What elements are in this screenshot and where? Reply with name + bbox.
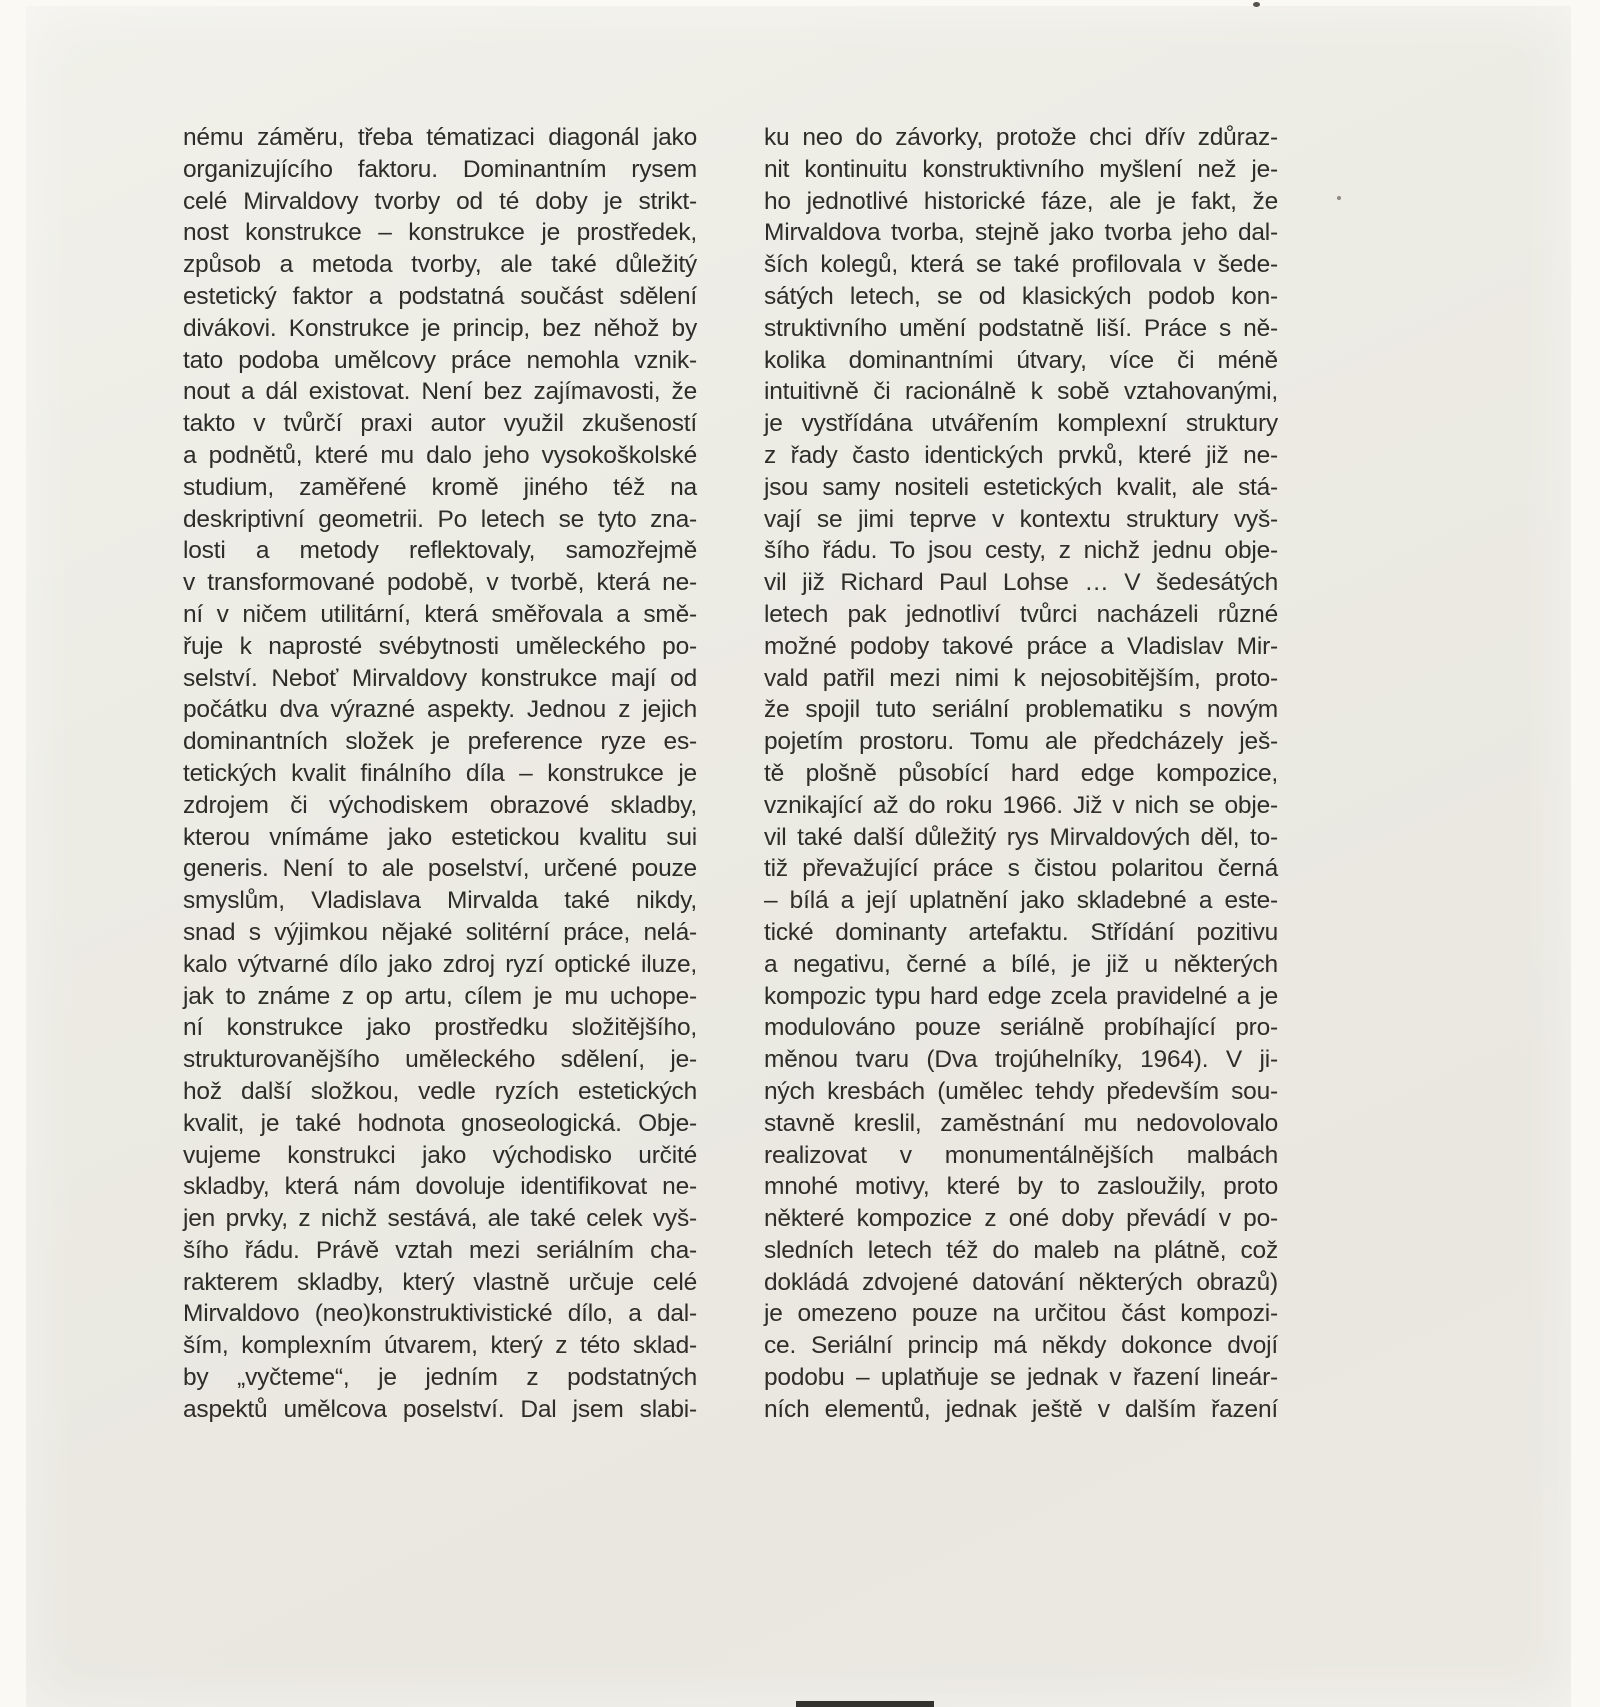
text-line: a negativu, černé a bílé, je již u některých (764, 950, 1278, 978)
text-line: ní konstrukce jako prostředku složitějšího, (183, 1014, 697, 1042)
text-line: počátku dva výrazné aspekty. Jednou z jejich (183, 696, 697, 724)
text-line: mnohé motivy, které by to zasloužily, proto (764, 1173, 1278, 1201)
text-line: jen prvky, z nichž sestává, ale také celek vyš- (183, 1205, 697, 1233)
text-line: aspektů umělcova poselství. Dal jsem slabi- (183, 1395, 697, 1423)
text-line: vil také další důležitý rys Mirvaldových děl, to- (764, 823, 1278, 851)
text-line: řuje k naprosté svébytnosti uměleckého po- (183, 632, 697, 660)
text-line: strukturovanějšího uměleckého sdělení, je- (183, 1046, 697, 1074)
text-line: snad s výjimkou nějaké solitérní práce, nelá- (183, 918, 697, 946)
text-line: intuitivně či racionálně k sobě vztahovanými, (764, 378, 1278, 406)
text-line: způsob a metoda tvorby, ale také důležitý (183, 251, 697, 279)
text-line: šího řádu. Právě vztah mezi seriálním cha- (183, 1236, 697, 1264)
text-line: podobu – uplatňuje se jednak v řazení lineár- (764, 1364, 1278, 1392)
text-line: jsou samy nositeli estetických kvalit, ale stá- (764, 473, 1278, 501)
text-line: Mirvaldovo (neo)konstruktivistické dílo, a dal- (183, 1300, 697, 1328)
text-line: tické dominanty artefaktu. Střídání pozitivu (764, 918, 1278, 946)
text-line: tato podoba umělcovy práce nemohla vznik- (183, 346, 697, 374)
text-line: studium, zaměřené kromě jiného též na (183, 473, 697, 501)
text-line: kompozic typu hard edge zcela pravidelné a je (764, 982, 1278, 1010)
text-line: ších kolegů, která se také profilovala v šede- (764, 251, 1278, 279)
text-line: nost konstrukce – konstrukce je prostředek, (183, 219, 697, 247)
text-line: vznikající až do roku 1966. Již v nich se obje- (764, 791, 1278, 819)
text-line: ším, komplexním útvarem, který z této sklad- (183, 1332, 697, 1360)
text-line: stavně kreslil, zaměstnání mu nedovolovalo (764, 1109, 1278, 1137)
text-line: rakterem skladby, který vlastně určuje celé (183, 1268, 697, 1296)
text-line: struktivního umění podstatně liší. Práce s ně- (764, 314, 1278, 342)
text-line: ných kresbách (umělec tehdy především sou- (764, 1077, 1278, 1105)
text-line: dominantních složek je preference ryze es- (183, 728, 697, 756)
text-column-right (764, 122, 1278, 1426)
scan-speck-top (1253, 2, 1260, 7)
text-line: Mirvaldova tvorba, stejně jako tvorba jeho dal- (764, 219, 1278, 247)
scan-speck-right (1337, 196, 1341, 200)
page-background (26, 6, 1571, 1707)
text-line: nout a dál existovat. Není bez zajímavosti, že (183, 378, 697, 406)
text-line: organizujícího faktoru. Dominantním rysem (183, 155, 697, 183)
text-line: vil již Richard Paul Lohse … V šedesátých (764, 569, 1278, 597)
text-line: vujeme konstrukci jako východisko určité (183, 1141, 697, 1169)
text-line: pojetím prostoru. Tomu ale předcházely ješ- (764, 728, 1278, 756)
text-line: ce. Seriální princip má někdy dokonce dvojí (764, 1332, 1278, 1360)
text-line: sátých letech, se od klasických podob kon- (764, 282, 1278, 310)
text-line: tě plošně působící hard edge kompozice, (764, 759, 1278, 787)
text-line: šího řádu. To jsou cesty, z nichž jednu obje- (764, 537, 1278, 565)
text-line: že spojil tuto seriální problematiku s novým (764, 696, 1278, 724)
text-line: ku neo do závorky, protože chci dřív zdůraz- (764, 124, 1278, 151)
text-line: dokládá zdvojené datování některých obrazů) (764, 1268, 1278, 1296)
text-line: sledních letech též do maleb na plátně, což (764, 1236, 1278, 1264)
text-line: tiž převažující práce s čistou polaritou černá (764, 855, 1278, 883)
text-line: losti a metody reflektovaly, samozřejmě (183, 537, 697, 565)
text-line: vald patřil mezi nimi k nejosobitějším, proto- (764, 664, 1278, 692)
text-line: vají se jimi teprve v kontextu struktury vyš- (764, 505, 1278, 533)
text-line: modulováno pouze seriálně probíhající pro- (764, 1014, 1278, 1042)
text-line: realizovat v monumentálnějších malbách (764, 1141, 1278, 1169)
text-line: kalo výtvarné dílo jako zdroj ryzí optické iluze, (183, 950, 697, 978)
text-line: estetický faktor a podstatná součást sdělení (183, 282, 697, 310)
text-line: generis. Není to ale poselství, určené pouze (183, 855, 697, 883)
text-line: některé kompozice z oné doby převádí v po- (764, 1205, 1278, 1233)
text-line: z řady často identických prvků, které již ne- (764, 441, 1278, 469)
text-line: letech pak jednotliví tvůrci nacházeli různé (764, 600, 1278, 628)
text-line: nit kontinuitu konstruktivního myšlení než je- (764, 155, 1278, 183)
text-line: divákovi. Konstrukce je princip, bez něhož by (183, 314, 697, 342)
text-line: skladby, která nám dovoluje identifikovat ne- (183, 1173, 697, 1201)
text-line: ho jednotlivé historické fáze, ale je fakt, že (764, 187, 1278, 215)
text-line: celé Mirvaldovy tvorby od té doby je strikt- (183, 187, 697, 215)
text-line: by „vyčteme“, je jedním z podstatných (183, 1364, 697, 1392)
text-line: měnou tvaru (Dva trojúhelníky, 1964). V ji- (764, 1046, 1278, 1074)
text-column-left (183, 122, 697, 1426)
text-line: ních elementů, jednak ještě v dalším řazení (764, 1395, 1278, 1423)
text-line: smyslům, Vladislava Mirvalda také nikdy, (183, 887, 697, 915)
text-line: ní v ničem utilitární, která směřovala a smě- (183, 600, 697, 628)
text-line: kvalit, je také hodnota gnoseologická. Obje- (183, 1109, 697, 1137)
text-line: jak to známe z op artu, cílem je mu uchope- (183, 982, 697, 1010)
text-line: selství. Neboť Mirvaldovy konstrukce mají od (183, 664, 697, 692)
text-line: takto v tvůrčí praxi autor využil zkušeností (183, 410, 697, 438)
text-line: – bílá a její uplatnění jako skladebné a este- (764, 887, 1278, 915)
text-line: nému záměru, třeba tématizaci diagonál jako (183, 124, 697, 151)
text-line: kolika dominantními útvary, více či méně (764, 346, 1278, 374)
text-line: tetických kvalit finálního díla – konstrukce je (183, 759, 697, 787)
text-line: zdrojem či východiskem obrazové skladby, (183, 791, 697, 819)
text-line: hož další složkou, vedle ryzích estetických (183, 1077, 697, 1105)
text-line: je omezeno pouze na určitou část kompozi- (764, 1300, 1278, 1328)
scan-artifact-bottom-edge (796, 1701, 934, 1707)
text-line: v transformované podobě, v tvorbě, která ne- (183, 569, 697, 597)
text-line: kterou vnímáme jako estetickou kvalitu sui (183, 823, 697, 851)
text-line: a podnětů, které mu dalo jeho vysokoškolské (183, 441, 697, 469)
text-line: je vystřídána utvářením komplexní struktury (764, 410, 1278, 438)
text-line: deskriptivní geometrii. Po letech se tyto zna- (183, 505, 697, 533)
text-line: možné podoby takové práce a Vladislav Mir- (764, 632, 1278, 660)
